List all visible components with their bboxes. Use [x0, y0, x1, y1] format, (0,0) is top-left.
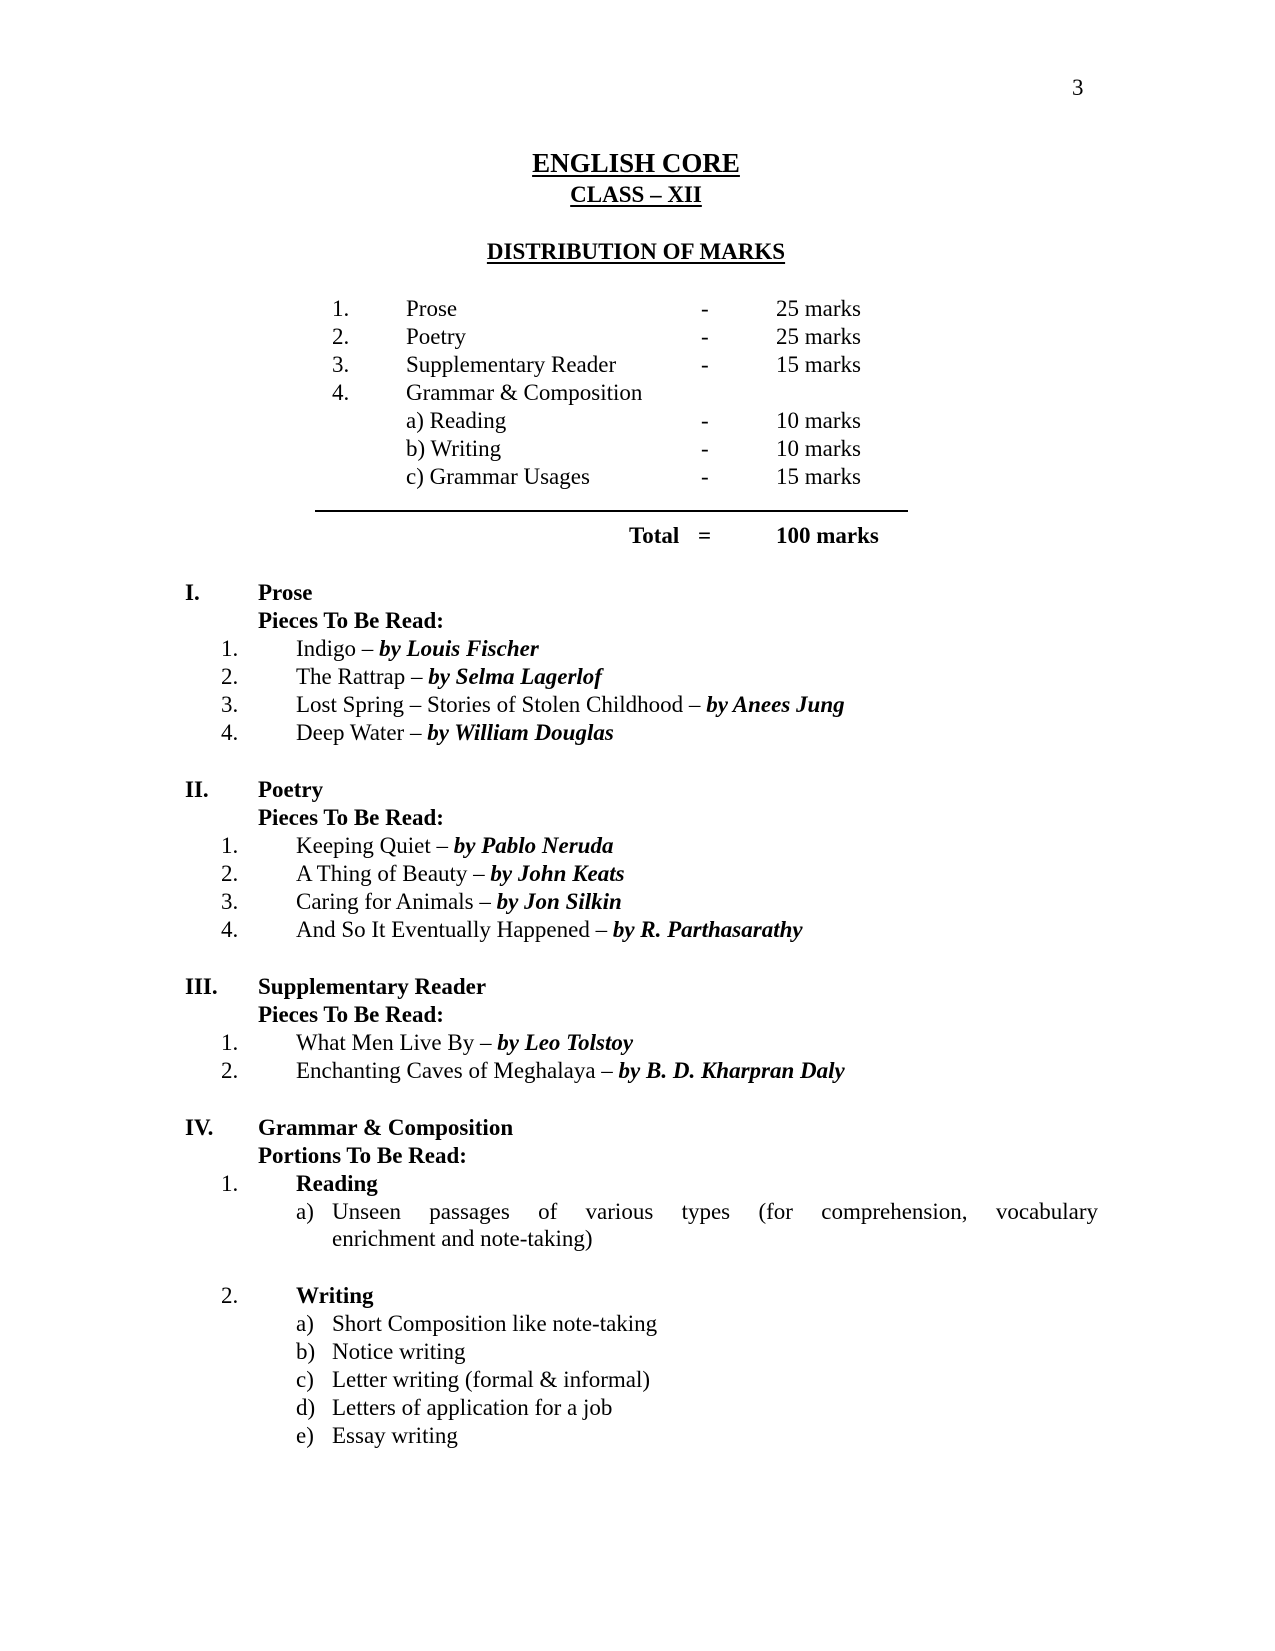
row-item: a) Reading	[406, 408, 507, 433]
total-divider	[315, 510, 908, 512]
class-heading: CLASS – XII	[570, 182, 702, 207]
list-item	[296, 918, 803, 941]
writing-item: Essay writing	[332, 1423, 458, 1448]
item-author: by Louis Fischer	[379, 636, 539, 661]
item-author: by Anees Jung	[706, 692, 845, 717]
subsection-number: 1.	[221, 1171, 239, 1196]
total-equals: =	[698, 523, 712, 548]
item-title: Indigo –	[296, 636, 380, 661]
item-title: Lost Spring – Stories of Stolen Childhood –	[296, 692, 707, 717]
item-letter: a)	[296, 1199, 314, 1224]
item-author: by William Douglas	[427, 720, 614, 745]
row-number: 4.	[332, 380, 350, 405]
item-number: 1.	[221, 833, 239, 858]
item-author: by B. D. Kharpran Daly	[618, 1058, 845, 1083]
row-marks: 15 marks	[776, 464, 861, 489]
item-number: 4.	[221, 917, 239, 942]
section-subtitle: Portions To Be Read:	[258, 1143, 467, 1168]
item-title: Enchanting Caves of Meghalaya –	[296, 1058, 619, 1083]
writing-item: Letter writing (formal & informal)	[332, 1367, 651, 1392]
total-value: 100 marks	[776, 523, 879, 548]
item-author: by R. Parthasarathy	[612, 917, 803, 942]
item-number: 2.	[221, 664, 239, 689]
section-numeral: I.	[185, 580, 200, 605]
writing-item: Short Composition like note-taking	[332, 1311, 658, 1336]
section-title: Grammar & Composition	[258, 1115, 514, 1140]
section-numeral: IV.	[185, 1115, 214, 1140]
reading-item-line: enrichment and note-taking)	[332, 1226, 593, 1251]
item-number: 4.	[221, 720, 239, 745]
writing-item: Letters of application for a job	[332, 1395, 613, 1420]
row-dash: -	[701, 352, 709, 377]
section-numeral: II.	[185, 777, 209, 802]
row-item: Grammar & Composition	[406, 380, 643, 405]
list-item	[296, 665, 602, 688]
list-item	[296, 721, 614, 744]
section-title: Supplementary Reader	[258, 974, 487, 999]
list-item	[296, 890, 622, 913]
item-author: by Leo Tolstoy	[497, 1030, 634, 1055]
item-number: 1.	[221, 636, 239, 661]
section-subtitle: Pieces To Be Read:	[258, 805, 444, 830]
item-letter: b)	[296, 1339, 316, 1364]
row-dash: -	[701, 464, 709, 489]
list-item	[296, 1059, 845, 1082]
row-number: 2.	[332, 324, 350, 349]
section-subtitle: Pieces To Be Read:	[258, 1002, 444, 1027]
row-item: b) Writing	[406, 436, 502, 461]
row-marks: 25 marks	[776, 324, 861, 349]
writing-item: Notice writing	[332, 1339, 466, 1364]
section-numeral: III.	[185, 974, 218, 999]
subsection-number: 2.	[221, 1283, 239, 1308]
item-title: What Men Live By –	[296, 1030, 498, 1055]
row-marks: 15 marks	[776, 352, 861, 377]
row-item: Prose	[406, 296, 458, 321]
list-item	[296, 834, 613, 857]
list-item	[296, 637, 539, 660]
row-dash: -	[701, 296, 709, 321]
row-marks: 10 marks	[776, 436, 861, 461]
row-dash: -	[701, 324, 709, 349]
row-item: Poetry	[406, 324, 467, 349]
item-author: by Selma Lagerlof	[428, 664, 602, 689]
list-item	[296, 1031, 633, 1054]
item-number: 3.	[221, 889, 239, 914]
section-title: Prose	[258, 580, 313, 605]
item-author: by Pablo Neruda	[453, 833, 614, 858]
item-title: The Rattrap –	[296, 664, 429, 689]
document-title: ENGLISH CORE	[532, 148, 740, 178]
list-item	[296, 693, 845, 716]
row-dash: -	[701, 408, 709, 433]
item-title: A Thing of Beauty –	[296, 861, 491, 886]
item-letter: a)	[296, 1311, 314, 1336]
item-letter: c)	[296, 1367, 314, 1392]
item-title: Keeping Quiet –	[296, 833, 454, 858]
item-title: Deep Water –	[296, 720, 428, 745]
item-number: 1.	[221, 1030, 239, 1055]
item-title: Caring for Animals –	[296, 889, 497, 914]
item-letter: d)	[296, 1395, 316, 1420]
list-item	[296, 862, 625, 885]
section-title: Poetry	[258, 777, 324, 802]
row-marks: 25 marks	[776, 296, 861, 321]
item-author: by John Keats	[490, 861, 625, 886]
item-letter: e)	[296, 1423, 314, 1448]
total-label: Total	[629, 523, 680, 548]
row-dash: -	[701, 436, 709, 461]
row-item: c) Grammar Usages	[406, 464, 590, 489]
row-number: 3.	[332, 352, 350, 377]
page-number: 3	[1072, 75, 1084, 100]
item-title: And So It Eventually Happened –	[296, 917, 613, 942]
distribution-title: DISTRIBUTION OF MARKS	[486, 239, 786, 264]
item-number: 3.	[221, 692, 239, 717]
subsection-title: Reading	[296, 1171, 378, 1196]
row-item: Supplementary Reader	[406, 352, 617, 377]
section-subtitle: Pieces To Be Read:	[258, 608, 444, 633]
item-number: 2.	[221, 1058, 239, 1083]
reading-item-line: Unseen passages of various types (for comprehension, vocabulary	[332, 1199, 1098, 1224]
subsection-title: Writing	[296, 1283, 374, 1308]
item-author: by Jon Silkin	[496, 889, 622, 914]
row-number: 1.	[332, 296, 350, 321]
row-marks: 10 marks	[776, 408, 861, 433]
item-number: 2.	[221, 861, 239, 886]
